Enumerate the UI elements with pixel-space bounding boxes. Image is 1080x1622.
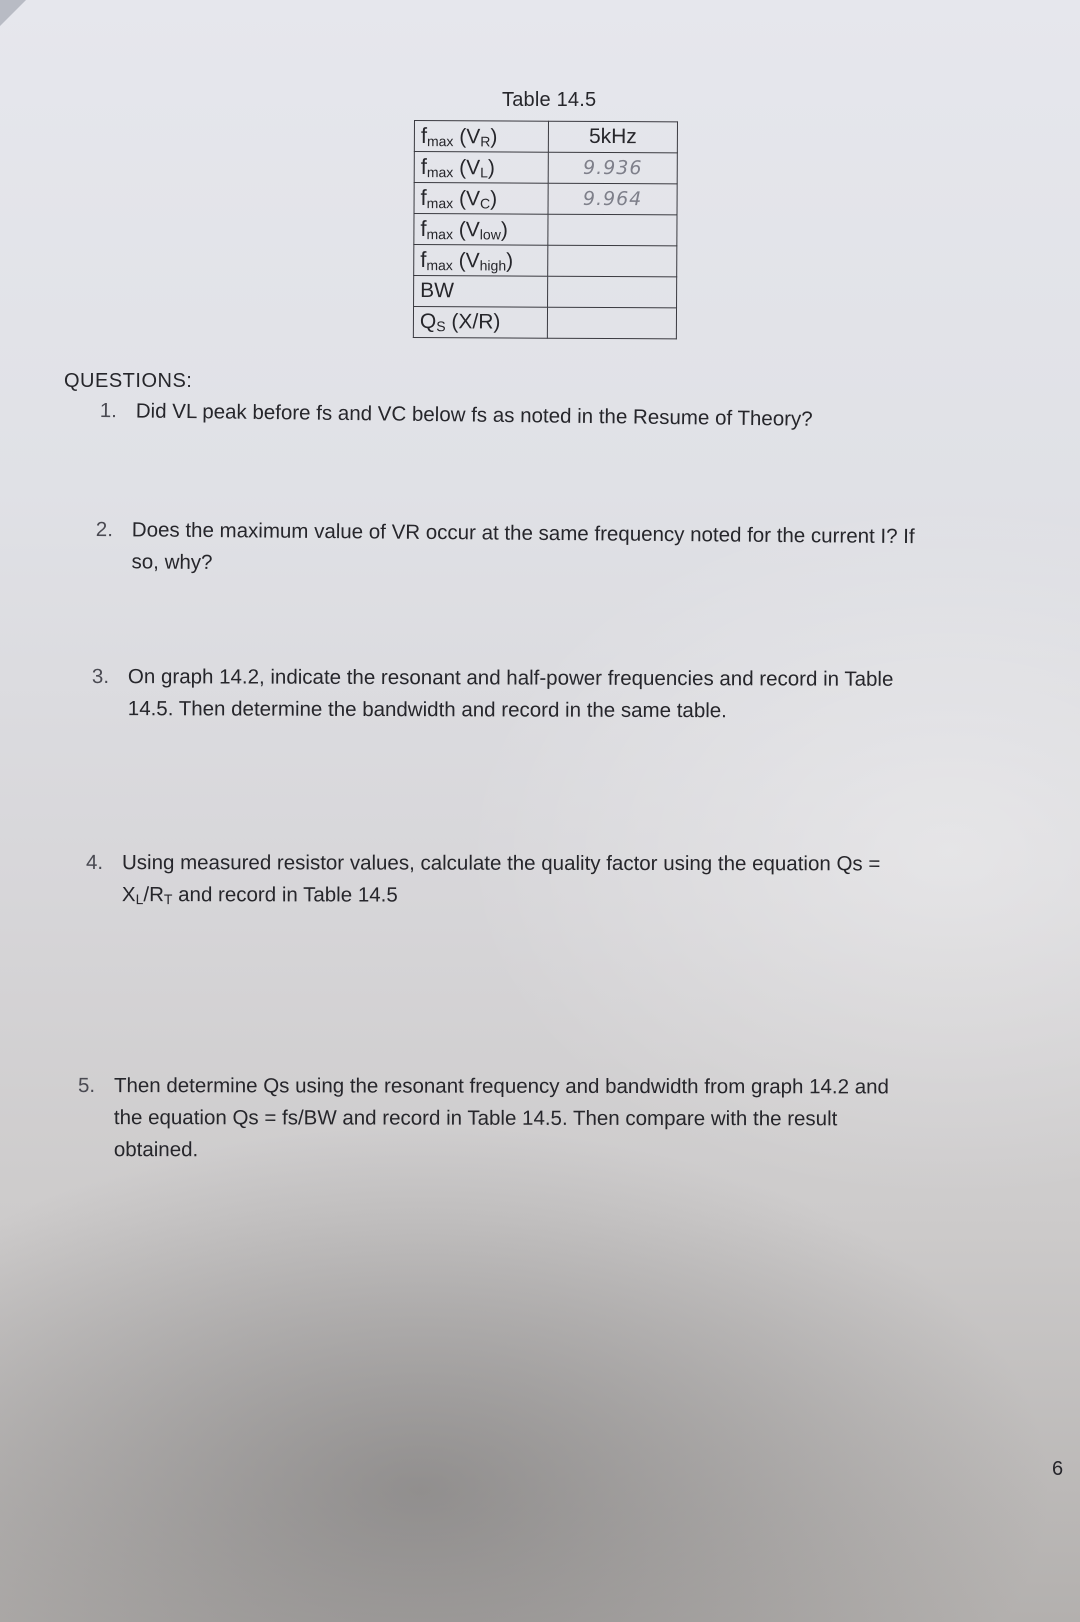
- empty-value-cell[interactable]: [548, 214, 677, 246]
- question-number: 3.: [91, 665, 110, 689]
- table-row: [414, 152, 677, 184]
- results-table: [413, 120, 678, 339]
- handwritten-value: 9.936: [548, 152, 677, 184]
- row-label: $f_{max}$ $(V_{low})$: [414, 214, 548, 246]
- empty-value-cell[interactable]: [547, 307, 676, 339]
- question-text: Then determine Qs using the resonant frequency and bandwidth from graph 14.2 and the equation Qs = fs/BW and record in Table 14.5. Then compare with the result obtained.: [113, 1074, 889, 1162]
- table-row: [413, 307, 676, 339]
- question-4: [85, 847, 1006, 908]
- row-label: $f_{max}$ $(V_C)$: [414, 183, 548, 215]
- question-number: 2.: [95, 517, 114, 542]
- empty-value-cell[interactable]: [548, 245, 677, 277]
- question-1: [99, 395, 900, 431]
- question-number: 1.: [99, 398, 118, 423]
- question-text: Did VL peak before fs and VC below fs as noted in the Resume of Theory?: [135, 399, 813, 431]
- row-value: 5kHz: [548, 121, 677, 153]
- empty-value-cell[interactable]: [548, 276, 677, 308]
- row-label: BW: [414, 276, 548, 308]
- table-title: Table 14.5: [502, 89, 597, 111]
- table-row: [414, 183, 677, 215]
- page-corner-fold: [0, 0, 26, 26]
- question-5: [77, 1070, 1028, 1162]
- table-row: [414, 214, 677, 246]
- row-label: $Q_S$ (X/R): [413, 307, 547, 339]
- row-label: $f_{max}$ $(V_{high})$: [414, 245, 548, 277]
- question-text: Using measured resistor values, calculate the quality factor using the equation Qs = $X_L/R_T$ and record in Table 14.5: [121, 851, 881, 908]
- question-2: [95, 514, 1016, 575]
- question-text: Does the maximum value of VR occur at the same frequency noted for the current I? If so, why?: [131, 518, 915, 575]
- table-row: [414, 276, 677, 308]
- handwritten-value: 9.964: [548, 183, 677, 215]
- table-row: [414, 245, 677, 277]
- question-3: [91, 661, 1012, 723]
- question-number: 4.: [85, 851, 104, 875]
- row-label: $f_{max}$ $(V_R)$: [414, 121, 548, 153]
- row-label: $f_{max}$ $(V_L)$: [414, 152, 548, 184]
- questions-heading: QUESTIONS:: [64, 370, 193, 392]
- table-row: [414, 121, 677, 153]
- question-text: On graph 14.2, indicate the resonant and half-power frequencies and record in Table 14.5. Then determine the bandwidth and record in the same table.: [127, 665, 894, 723]
- page-number: 6: [1052, 1458, 1064, 1480]
- question-number: 5.: [77, 1074, 96, 1098]
